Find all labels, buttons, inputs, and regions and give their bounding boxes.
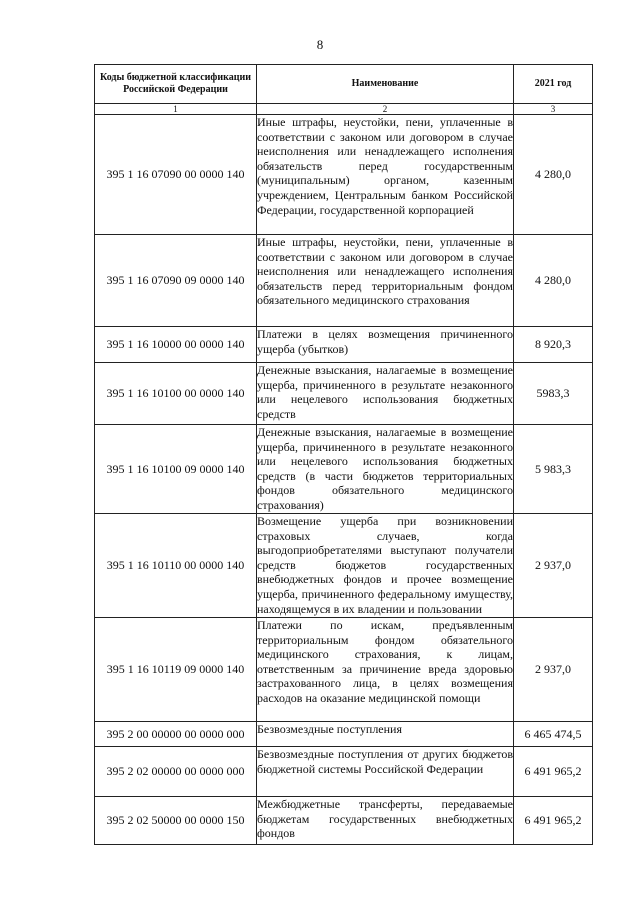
- page-number: 8: [316, 37, 324, 52]
- budget-code: 395 1 16 10119 09 0000 140: [95, 618, 257, 722]
- budget-code: 395 2 00 00000 00 0000 000: [95, 722, 257, 747]
- table-row: [95, 747, 593, 797]
- table-row: [95, 797, 593, 845]
- amount: 6 491 965,2: [514, 797, 593, 845]
- table-row: [95, 363, 593, 425]
- item-name: Безвозмездные поступления: [257, 722, 514, 747]
- item-name: Платежи по искам, предъявленным территориальным фондом обязательного медицинского страхования, к лицам, ответственным за причинение вреда здоровью застрахованного лица, в целях возмещения расходов на оказание медицинской помощи: [257, 618, 514, 722]
- table-row: [95, 722, 593, 747]
- column-number: 2: [257, 104, 514, 115]
- table-row: [95, 327, 593, 363]
- item-name: Денежные взыскания, налагаемые в возмещение ущерба, причиненного в результате незаконного или нецелевого использования бюджетных средств: [257, 363, 514, 425]
- budget-code: 395 1 16 10100 09 0000 140: [95, 425, 257, 514]
- column-number-row: [95, 104, 593, 115]
- table-row: [95, 115, 593, 235]
- amount: 4 280,0: [514, 235, 593, 327]
- amount: 6 491 965,2: [514, 747, 593, 797]
- table-row: [95, 235, 593, 327]
- header-name: Наименование: [257, 65, 514, 104]
- budget-code: 395 1 16 10110 00 0000 140: [95, 514, 257, 618]
- amount: 4 280,0: [514, 115, 593, 235]
- table-row: [95, 618, 593, 722]
- item-name: Безвозмездные поступления от других бюджетов бюджетной системы Российской Федерации: [257, 747, 514, 797]
- budget-code: 395 1 16 07090 00 0000 140: [95, 115, 257, 235]
- table-row: [95, 425, 593, 514]
- amount: 5983,3: [514, 363, 593, 425]
- column-number: 3: [514, 104, 593, 115]
- budget-code: 395 1 16 10100 00 0000 140: [95, 363, 257, 425]
- table-row: [95, 514, 593, 618]
- table-header-row: [95, 65, 593, 104]
- budget-code: 395 2 02 50000 00 0000 150: [95, 797, 257, 845]
- header-year: 2021 год: [514, 65, 593, 104]
- item-name: Иные штрафы, неустойки, пени, уплаченные в соответствии с законом или договором в случае неисполнения или ненадлежащего исполнения обязательств перед государственным (муниципальным) органом, казенным учреждением, Центральным банком Российской Федерации, государственной корпорацией: [257, 115, 514, 235]
- amount: 2 937,0: [514, 618, 593, 722]
- budget-table: [94, 64, 593, 845]
- budget-code: 395 1 16 07090 09 0000 140: [95, 235, 257, 327]
- item-name: Денежные взыскания, налагаемые в возмещение ущерба, причиненного в результате незаконного или нецелевого использования бюджетных средств (в части бюджетов территориальных фондов обязательного медицинского страхования): [257, 425, 513, 512]
- item-name: Платежи в целях возмещения причиненного ущерба (убытков): [257, 327, 514, 363]
- amount: 2 937,0: [514, 514, 593, 618]
- budget-code: 395 1 16 10000 00 0000 140: [95, 327, 257, 363]
- budget-code: 395 2 02 00000 00 0000 000: [95, 747, 257, 797]
- amount: 8 920,3: [514, 327, 593, 363]
- column-number: 1: [95, 104, 257, 115]
- amount: 6 465 474,5: [514, 722, 593, 747]
- amount: 5 983,3: [514, 425, 593, 514]
- item-name: Межбюджетные трансферты, передаваемые бюджетам государственных внебюджетных фондов: [257, 797, 514, 845]
- item-name: Иные штрафы, неустойки, пени, уплаченные в соответствии с законом или договором в случае неисполнения или ненадлежащего исполнения обязательств перед территориальным фондом обязательного медицинского страхования: [257, 235, 514, 327]
- item-name: Возмещение ущерба при возникновении страховых случаев, когда выгодоприобретателями выступают получатели средств бюджетов государственных внебюджетных фондов и прочее возмещение ущерба, причиненного федеральному имуществу, находящемуся в их владении и пользовании: [257, 514, 513, 616]
- header-code: Коды бюджетной классификации Российской Федерации: [95, 65, 257, 104]
